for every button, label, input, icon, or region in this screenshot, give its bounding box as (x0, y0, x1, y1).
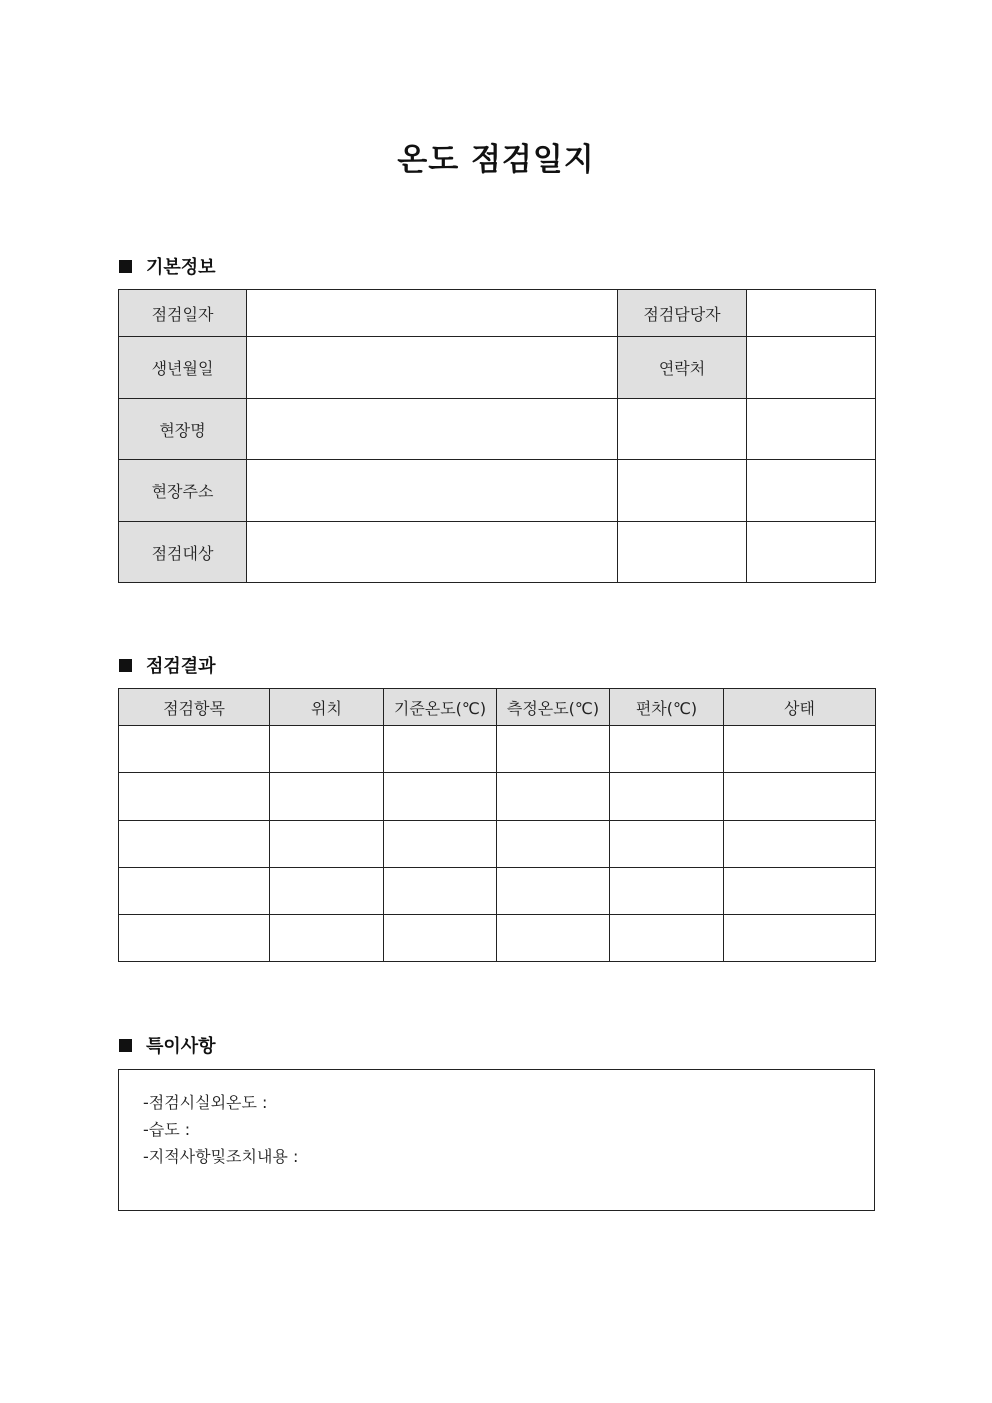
table-cell[interactable] (497, 868, 610, 915)
table-cell[interactable] (497, 915, 610, 962)
inspector-field[interactable] (747, 290, 876, 337)
column-header-status: 상태 (724, 689, 876, 726)
column-header-reference-temp: 기준온도(℃) (384, 689, 497, 726)
column-header-measured-temp: 측정온도(℃) (497, 689, 610, 726)
contact-field[interactable] (747, 337, 876, 399)
label-contact: 연락처 (618, 337, 747, 399)
table-cell[interactable] (724, 915, 876, 962)
column-header-location: 위치 (270, 689, 384, 726)
table-cell[interactable] (724, 773, 876, 821)
site-address-field[interactable] (247, 460, 618, 522)
table-row (119, 399, 876, 460)
table-cell[interactable] (497, 726, 610, 773)
table-cell[interactable] (119, 915, 270, 962)
document-title: 온도 점검일지 (397, 142, 595, 178)
table-cell[interactable] (497, 773, 610, 821)
square-bullet-icon (119, 260, 132, 273)
table-cell[interactable] (724, 868, 876, 915)
column-header-item: 점검항목 (119, 689, 270, 726)
label-site-name: 현장명 (119, 399, 247, 460)
table-cell[interactable] (384, 915, 497, 962)
table-cell[interactable] (119, 773, 270, 821)
table-cell[interactable] (497, 821, 610, 868)
label-birth-date: 생년월일 (119, 337, 247, 399)
table-row (119, 337, 876, 399)
remark-line-findings: -지적사항및조치내용 : (143, 1147, 299, 1166)
table-cell[interactable] (610, 726, 724, 773)
basic-info-table (118, 289, 876, 583)
table-cell[interactable] (119, 726, 270, 773)
table-cell[interactable] (610, 915, 724, 962)
empty-cell[interactable] (747, 399, 876, 460)
results-table (118, 688, 876, 962)
label-inspection-target: 점검대상 (119, 522, 247, 583)
label-inspector: 점검담당자 (618, 290, 747, 337)
table-cell[interactable] (724, 726, 876, 773)
empty-cell[interactable] (747, 460, 876, 522)
table-cell[interactable] (384, 821, 497, 868)
remarks-box[interactable] (118, 1069, 875, 1211)
table-row (119, 290, 876, 337)
table-cell[interactable] (270, 868, 384, 915)
table-row (119, 868, 876, 915)
table-cell[interactable] (610, 868, 724, 915)
table-cell[interactable] (270, 726, 384, 773)
remark-line-humidity: -습도 : (143, 1120, 191, 1139)
table-cell[interactable] (270, 773, 384, 821)
site-name-field[interactable] (247, 399, 618, 460)
table-cell[interactable] (724, 821, 876, 868)
square-bullet-icon (119, 1039, 132, 1052)
table-row (119, 726, 876, 773)
section-heading-label: 특이사항 (146, 1036, 216, 1057)
section-heading-label: 기본정보 (146, 257, 216, 278)
table-cell[interactable] (119, 821, 270, 868)
section-heading-remarks (119, 1032, 216, 1058)
table-cell[interactable] (384, 773, 497, 821)
table-cell[interactable] (384, 868, 497, 915)
empty-cell[interactable] (618, 460, 747, 522)
section-heading-label: 점검결과 (146, 656, 216, 677)
square-bullet-icon (119, 659, 132, 672)
table-row (119, 821, 876, 868)
label-site-address: 현장주소 (119, 460, 247, 522)
table-row (119, 773, 876, 821)
birth-date-field[interactable] (247, 337, 618, 399)
empty-cell[interactable] (747, 522, 876, 583)
table-row (119, 915, 876, 962)
inspection-date-field[interactable] (247, 290, 618, 337)
table-cell[interactable] (270, 821, 384, 868)
table-cell[interactable] (610, 821, 724, 868)
remark-line-outdoor-temp: -점검시실외온도 : (143, 1093, 268, 1112)
column-header-deviation: 편차(℃) (610, 689, 724, 726)
table-row (119, 460, 876, 522)
table-cell[interactable] (384, 726, 497, 773)
section-heading-results (119, 652, 216, 678)
section-heading-basic-info (119, 253, 216, 279)
empty-cell[interactable] (618, 399, 747, 460)
table-header-row (119, 689, 876, 726)
table-row (119, 522, 876, 583)
empty-cell[interactable] (618, 522, 747, 583)
inspection-target-field[interactable] (247, 522, 618, 583)
table-cell[interactable] (119, 868, 270, 915)
label-inspection-date: 점검일자 (119, 290, 247, 337)
table-cell[interactable] (270, 915, 384, 962)
table-cell[interactable] (610, 773, 724, 821)
